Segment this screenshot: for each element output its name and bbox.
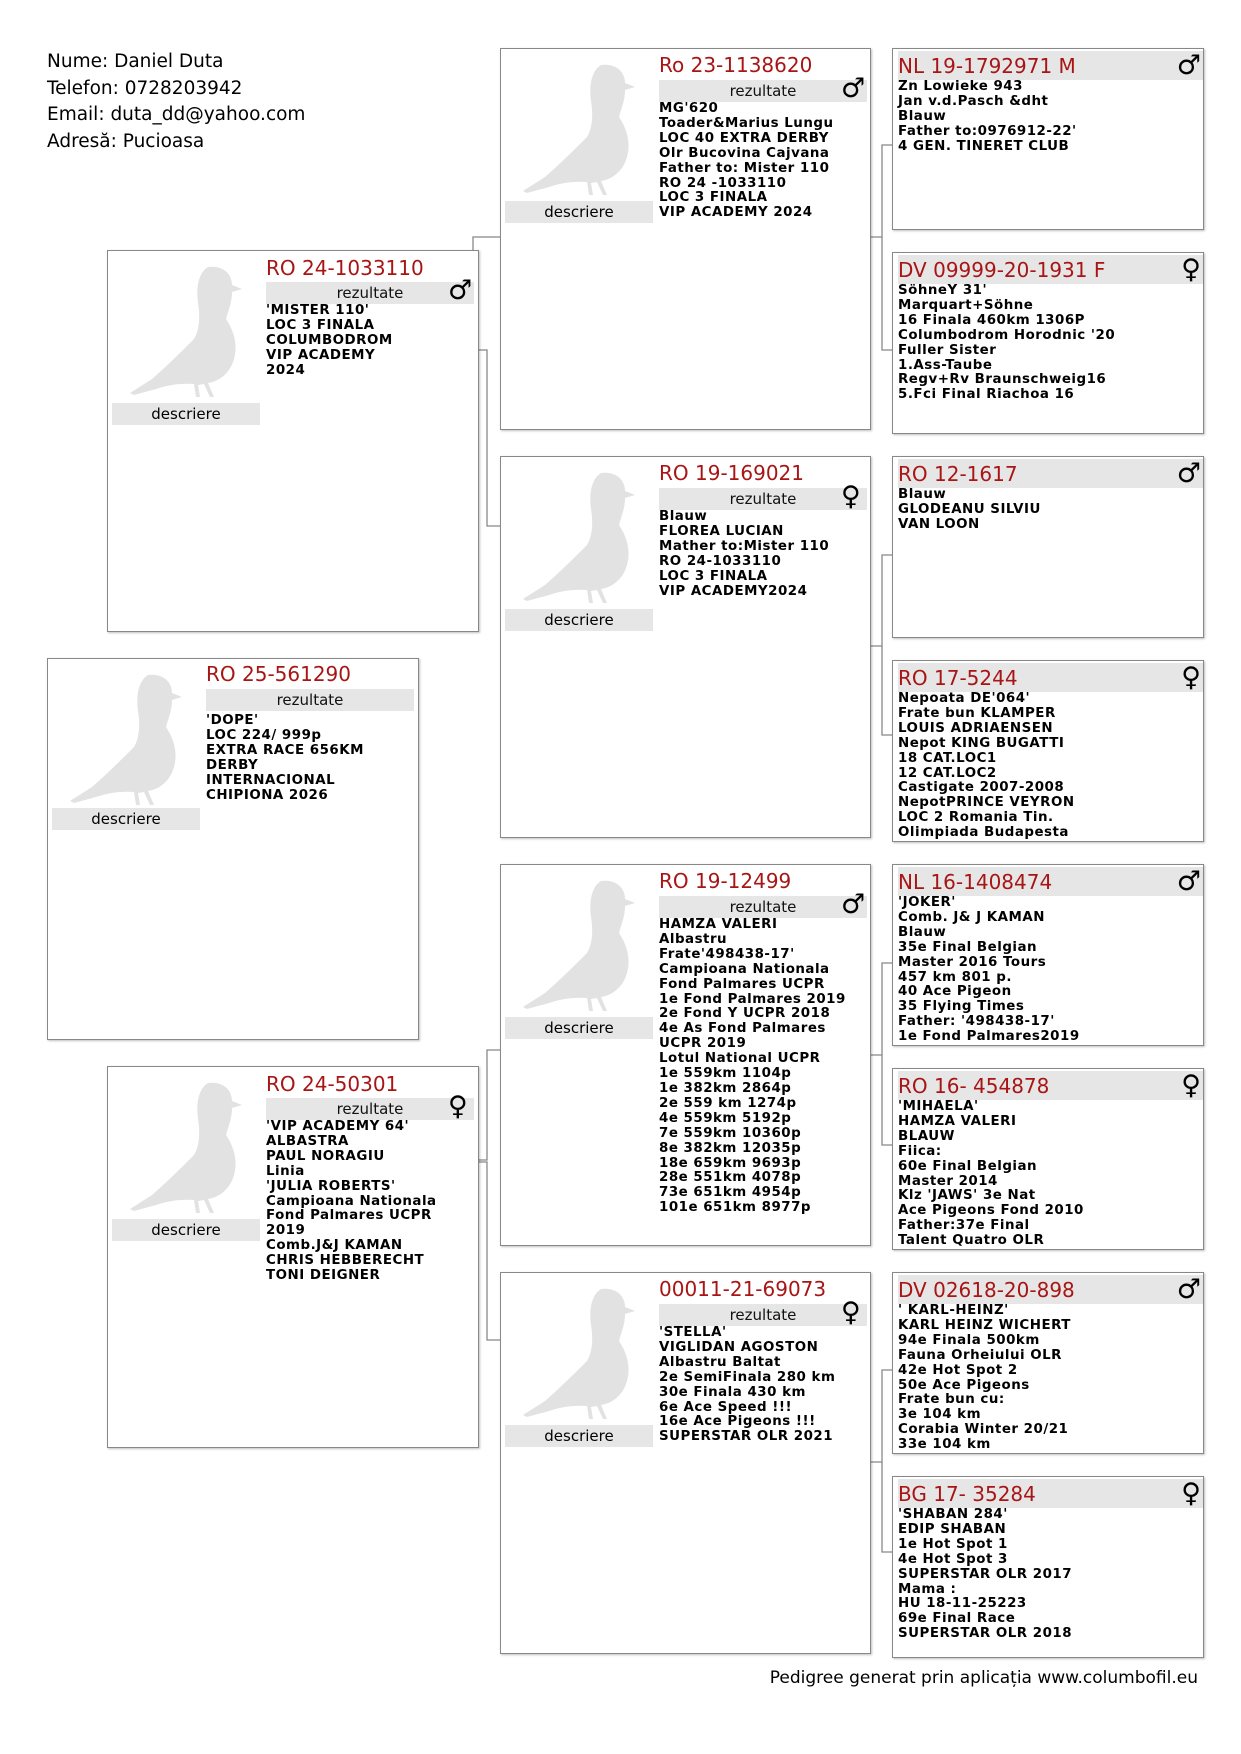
ring-number: DV 02618-20-898 bbox=[898, 1275, 1203, 1304]
ring-number: RO 24-1033110 bbox=[266, 256, 424, 280]
female-icon: ♀ bbox=[1181, 254, 1201, 285]
pigeon-notes: Nepoata DE'064' Frate bun KLAMPER LOUIS ADRIAENSEN Nepot KING BUGATTI 18 CAT.LOC1 12 CAT.LOC2 Castigate 2007-2008 NepotPRINCE VEYRON LOC 2 Romania Tin. Olimpiada Budapesta bbox=[898, 691, 1075, 841]
description-button[interactable]: descriere bbox=[505, 1425, 653, 1447]
male-icon: ♂ bbox=[448, 275, 473, 306]
pigeon-card-subject bbox=[47, 658, 419, 1040]
pigeon-notes: 'MISTER 110' LOC 3 FINALA COLUMBODROM VIP ACADEMY 2024 bbox=[266, 303, 393, 378]
results-button[interactable]: rezultate bbox=[266, 1098, 474, 1120]
male-icon: ♂ bbox=[841, 73, 866, 104]
description-button[interactable]: descriere bbox=[505, 609, 653, 631]
description-button[interactable]: descriere bbox=[52, 808, 200, 830]
pigeon-notes: 'SHABAN 284' EDIP SHABAN 1e Hot Spot 1 4e Hot Spot 3 SUPERSTAR OLR 2017 Mama : HU 18-11-25223 69e Final Race SUPERSTAR OLR 2018 bbox=[898, 1507, 1073, 1642]
description-button[interactable]: descriere bbox=[505, 1017, 653, 1039]
pigeon-notes: 'MIHAELA' HAMZA VALERI BLAUW Fiica: 60e Final Belgian Master 2014 Klz 'JAWS' 3e Nat Ace Pigeons Fond 2010 Father:37e Final Talent Quatro OLR bbox=[898, 1099, 1084, 1249]
ring-number: RO 19-169021 bbox=[659, 461, 805, 485]
pigeon-notes: HAMZA VALERI Albastru Frate'498438-17' Campioana Nationala Fond Palmares UCPR 1e Fond Palmares 2019 2e Fond Y UCPR 2018 4e As Fond Palmares UCPR 2019 Lotul National UCPR 1e 559km 1104p 1e 382km 2864p 2e 559 km 1274p 4e 559km 5192p 7e 559km 10360p 8e 382km 12035p 18e 659km 9693p 28e 551km 4078p 73e 651km 4954p 101e 651km 8977p bbox=[659, 917, 846, 1216]
pigeon-card-great-grandparent bbox=[892, 660, 1204, 842]
male-icon: ♂ bbox=[841, 889, 866, 920]
ring-number: 00011-21-69073 bbox=[659, 1277, 827, 1301]
results-button[interactable]: rezultate bbox=[659, 488, 867, 510]
ring-number: NL 19-1792971 M bbox=[898, 51, 1203, 80]
pigeon-notes: ' KARL-HEINZ' KARL HEINZ WICHERT 94e Finala 500km Fauna Orheiului OLR 42e Hot Spot 2 50e Ace Pigeons Frate bun cu: 3e 104 km Corabia Winter 20/21 33e 104 km bbox=[898, 1303, 1071, 1453]
pigeon-card-great-grandparent bbox=[892, 1272, 1204, 1454]
pigeon-notes: Blauw FLOREA LUCIAN Mather to:Mister 110 RO 24-1033110 LOC 3 FINALA VIP ACADEMY2024 bbox=[659, 509, 830, 599]
results-button[interactable]: rezultate bbox=[659, 896, 867, 918]
female-icon: ♀ bbox=[1181, 662, 1201, 693]
female-icon: ♀ bbox=[1181, 1070, 1201, 1101]
ring-number: RO 25-561290 bbox=[206, 662, 352, 686]
pigeon-notes: Zn Lowieke 943 Jan v.d.Pasch &dht Blauw Father to:0976912-22' 4 GEN. TINERET CLUB bbox=[898, 79, 1077, 154]
pigeon-card-grandparent bbox=[500, 864, 871, 1246]
pigeon-card-great-grandparent bbox=[892, 864, 1204, 1046]
pigeon-notes: 'JOKER' Comb. J& J KAMAN Blauw 35e Final Belgian Master 2016 Tours 457 km 801 p. 40 Ace Pigeon 35 Flying Times Father: '498438-17' 1e Fond Palmares2019 bbox=[898, 895, 1080, 1045]
owner-email: Email: duta_dd@yahoo.com bbox=[47, 104, 306, 125]
female-icon: ♀ bbox=[448, 1091, 468, 1122]
pigeon-card-sire bbox=[107, 250, 479, 632]
pigeon-silhouette-icon bbox=[521, 465, 651, 605]
female-icon: ♀ bbox=[1181, 1478, 1201, 1509]
pigeon-card-great-grandparent bbox=[892, 48, 1204, 230]
pigeon-notes: 'VIP ACADEMY 64' ALBASTRA PAUL NORAGIU Linia 'JULIA ROBERTS' Campioana Nationala Fond Palmares UCPR 2019 Comb.J&J KAMAN CHRIS HEBBERECHT TONI DEIGNER bbox=[266, 1119, 437, 1284]
ring-number: NL 16-1408474 bbox=[898, 867, 1203, 896]
pigeon-silhouette-icon bbox=[521, 1281, 651, 1421]
ring-number: RO 12-1617 bbox=[898, 459, 1203, 488]
owner-info bbox=[47, 49, 305, 155]
ring-number: RO 24-50301 bbox=[266, 1072, 399, 1096]
owner-phone: Telefon: 0728203942 bbox=[47, 77, 243, 99]
pigeon-card-grandparent bbox=[500, 1272, 871, 1654]
pigeon-card-great-grandparent bbox=[892, 456, 1204, 638]
pigeon-notes: 'STELLA' VIGLIDAN AGOSTON Albastru Baltat 2e SemiFinala 280 km 30e Finala 430 km 6e Ace Speed !!! 16e Ace Pigeons !!! SUPERSTAR OLR 2021 bbox=[659, 1325, 836, 1445]
pigeon-silhouette-icon bbox=[521, 873, 651, 1013]
female-icon: ♀ bbox=[841, 481, 861, 512]
owner-address: Adresă: Pucioasa bbox=[47, 130, 205, 152]
male-icon: ♂ bbox=[1176, 1274, 1201, 1305]
pigeon-silhouette-icon bbox=[521, 57, 651, 197]
pigeon-silhouette-icon bbox=[128, 259, 258, 399]
pigeon-silhouette-icon bbox=[128, 1075, 258, 1215]
male-icon: ♂ bbox=[1176, 866, 1201, 897]
results-button[interactable]: rezultate bbox=[659, 80, 867, 102]
description-button[interactable]: descriere bbox=[112, 403, 260, 425]
ring-number: Ro 23-1138620 bbox=[659, 53, 813, 77]
female-icon: ♀ bbox=[841, 1297, 861, 1328]
pigeon-card-great-grandparent bbox=[892, 1068, 1204, 1250]
ring-number: DV 09999-20-1931 F bbox=[898, 255, 1203, 284]
pigeon-card-great-grandparent bbox=[892, 1476, 1204, 1658]
male-icon: ♂ bbox=[1176, 50, 1201, 81]
ring-number: RO 16- 454878 bbox=[898, 1071, 1203, 1100]
pigeon-notes: SöhneY 31' Marquart+Söhne 16 Finala 460km 1306P Columbodrom Horodnic '20 Fuller Sister 1.Ass-Taube Regv+Rv Braunschweig16 5.Fci Final Riachoa 16 bbox=[898, 283, 1116, 403]
results-button[interactable]: rezultate bbox=[206, 689, 414, 711]
description-button[interactable]: descriere bbox=[112, 1219, 260, 1241]
pigeon-notes: Blauw GLODEANU SILVIU VAN LOON bbox=[898, 487, 1041, 532]
footer-credit: Pedigree generat prin aplicația www.columbofil.eu bbox=[769, 1668, 1198, 1688]
pigeon-card-grandparent bbox=[500, 456, 871, 838]
results-button[interactable]: rezultate bbox=[659, 1304, 867, 1326]
description-button[interactable]: descriere bbox=[505, 201, 653, 223]
pigeon-card-dam bbox=[107, 1066, 479, 1448]
owner-name: Nume: Daniel Duta bbox=[47, 51, 224, 72]
ring-number: RO 19-12499 bbox=[659, 869, 792, 893]
pigeon-notes: 'DOPE' LOC 224/ 999p EXTRA RACE 656KM DERBY INTERNACIONAL CHIPIONA 2026 bbox=[206, 713, 364, 803]
pigeon-card-great-grandparent bbox=[892, 252, 1204, 434]
male-icon: ♂ bbox=[1176, 458, 1201, 489]
results-button[interactable]: rezultate bbox=[266, 282, 474, 304]
pigeon-silhouette-icon bbox=[68, 667, 198, 807]
ring-number: RO 17-5244 bbox=[898, 663, 1203, 692]
pigeon-card-grandparent bbox=[500, 48, 871, 430]
ring-number: BG 17- 35284 bbox=[898, 1479, 1203, 1508]
pigeon-notes: MG'620 Toader&Marius Lungu LOC 40 EXTRA DERBY Olr Bucovina Cajvana Father to: Mister 110 RO 24 -1033110 LOC 3 FINALA VIP ACADEMY 2024 bbox=[659, 101, 834, 221]
